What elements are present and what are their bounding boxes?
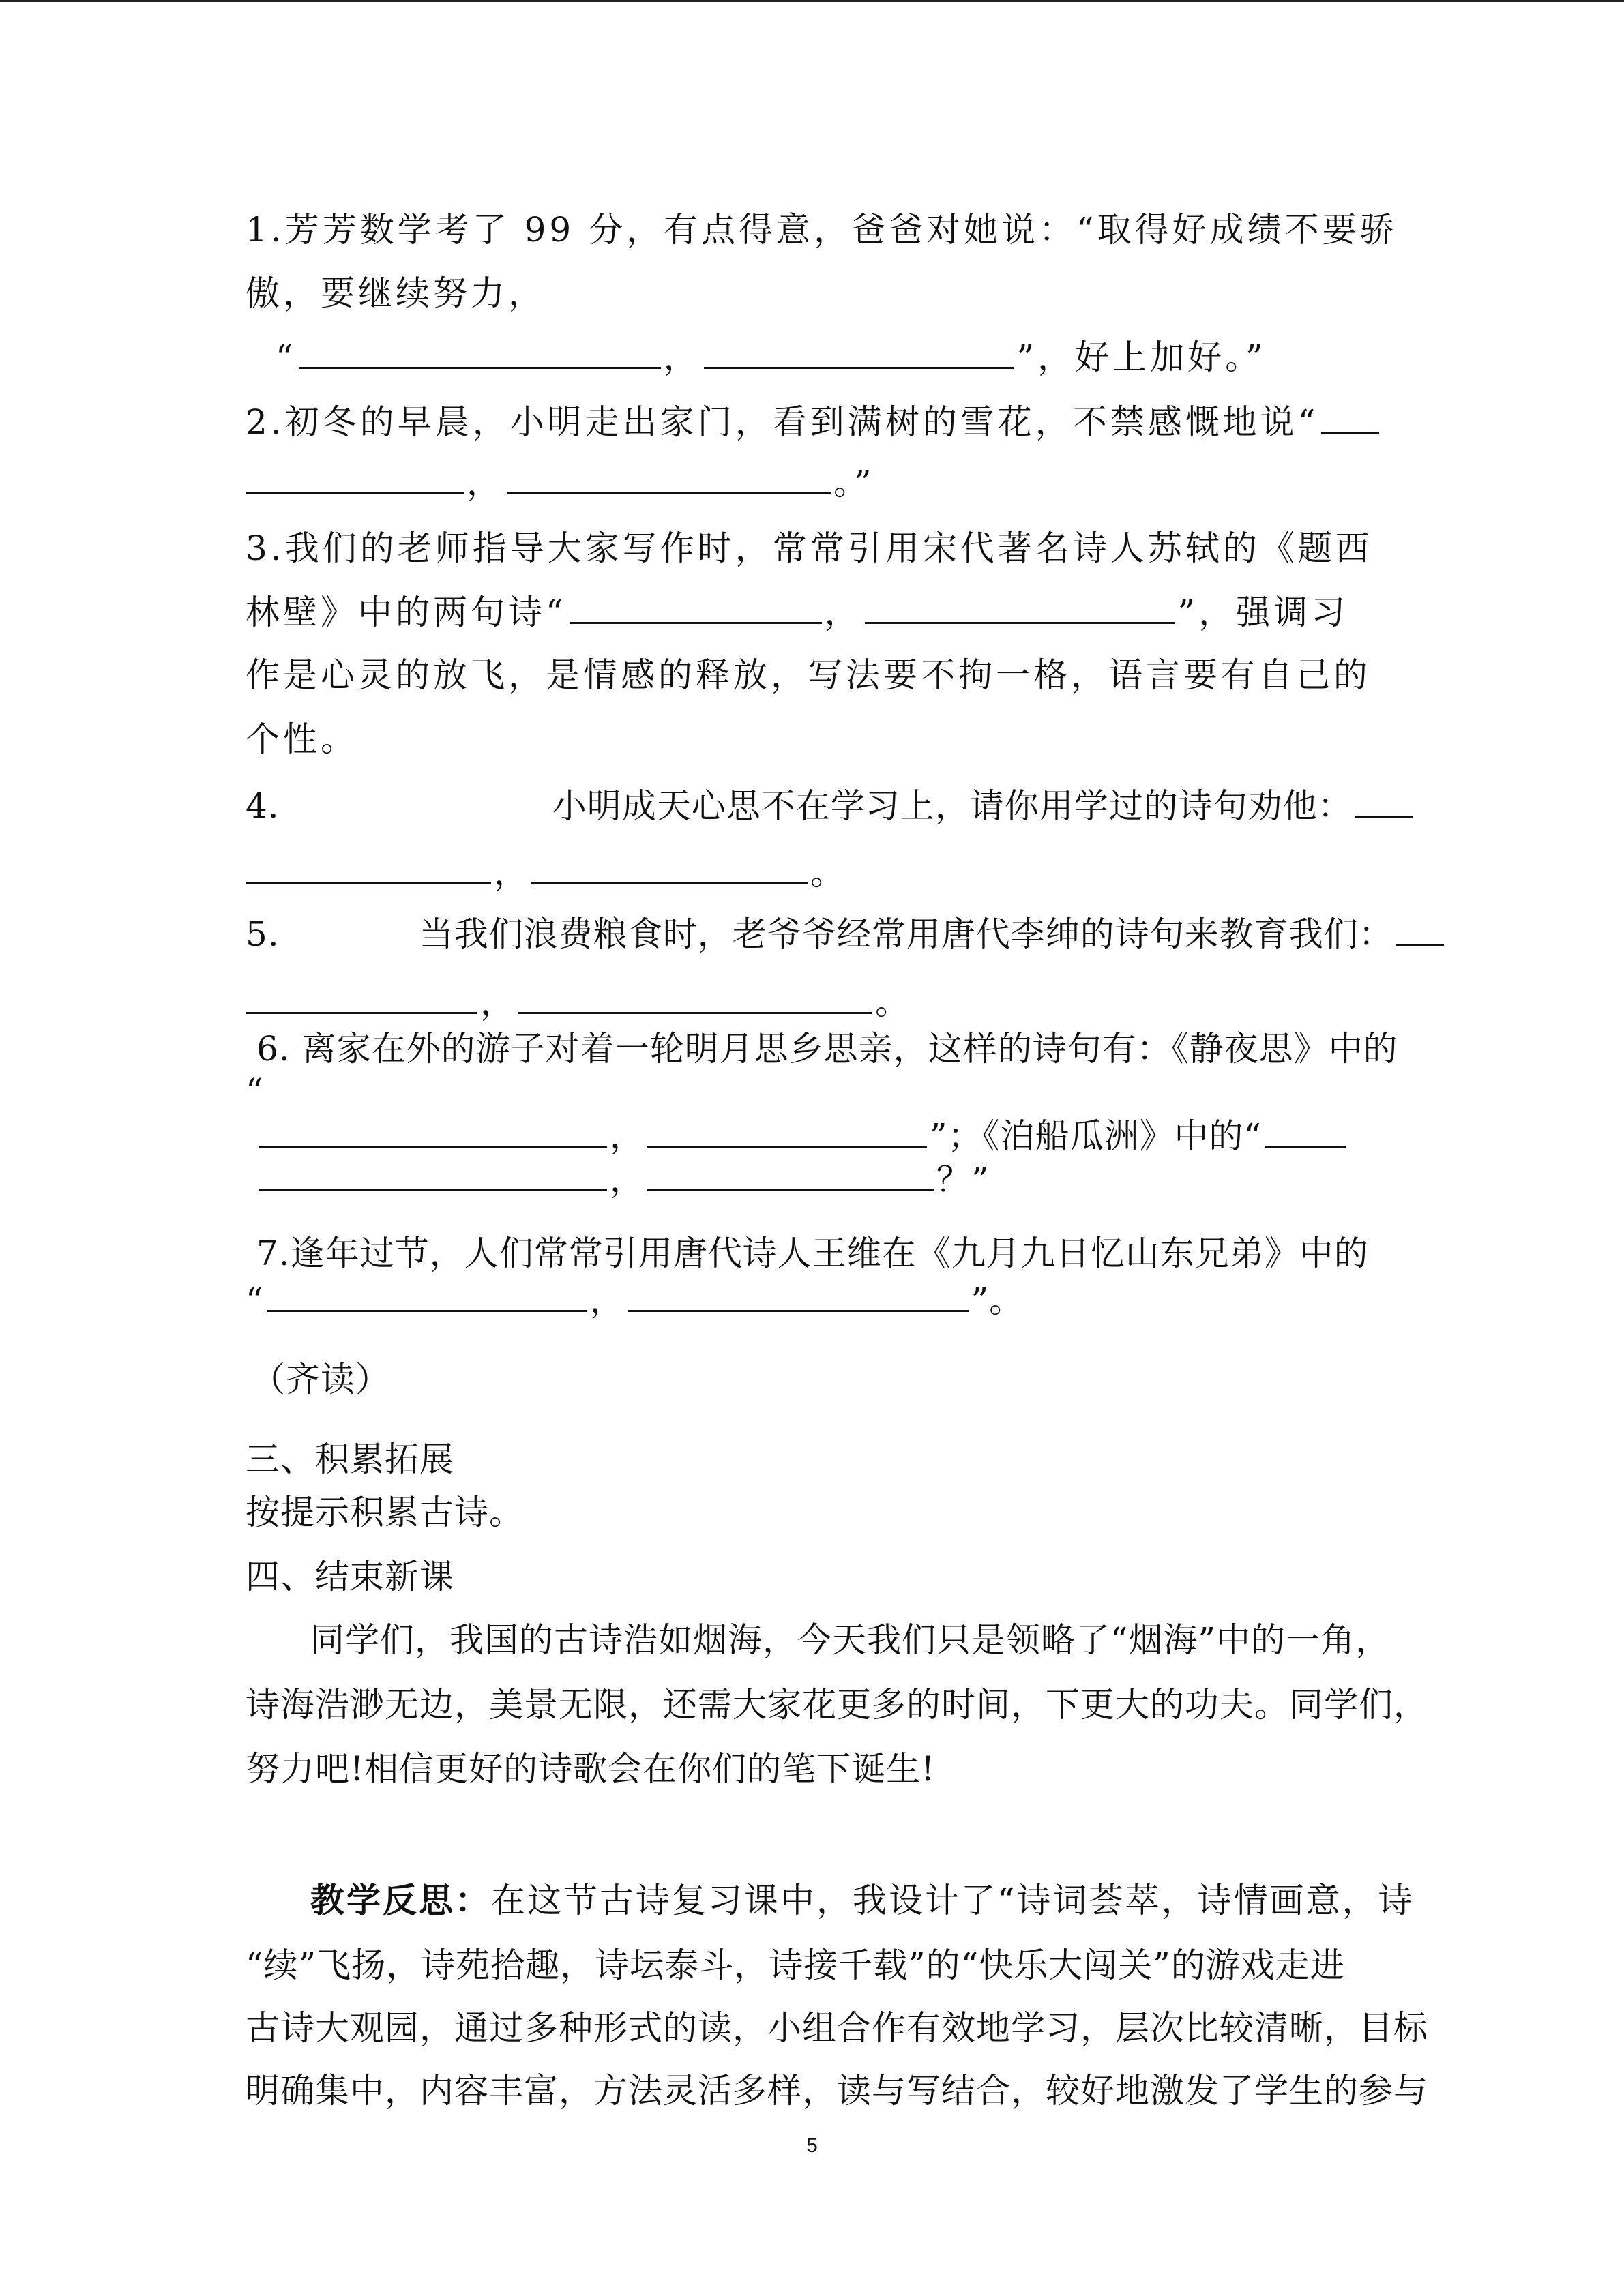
- q7-end: ”。: [971, 1281, 1024, 1320]
- q7-blank-1[interactable]: [267, 1279, 587, 1312]
- q4-text: 小明成天心思不在学习上，请你用学过的诗句劝他：: [552, 786, 1353, 826]
- q4-blank-1[interactable]: [1355, 784, 1413, 818]
- q4-end: 。: [810, 853, 845, 893]
- q2-blank-1[interactable]: [1321, 400, 1379, 434]
- q3-line2: [246, 591, 1348, 633]
- q6-blank-4[interactable]: [259, 1158, 607, 1191]
- top-border: [0, 0, 1624, 2]
- q7-comma: ，: [589, 1281, 625, 1320]
- q5-num: 5.: [246, 914, 280, 954]
- reflection-line3: 古诗大观园，通过多种形式的读，小组合作有效地学习，层次比较清晰，目标: [246, 2008, 1428, 2048]
- q3-line3: 作是心灵的放飞，是情感的释放，写法要不拘一格，语言要有自己的: [246, 655, 1371, 695]
- reflection-label: 教学反思：: [310, 1880, 491, 1920]
- q5-line2: [246, 981, 910, 1023]
- section4-p3: 努力吧!相信更好的诗歌会在你们的笔下诞生!: [246, 1749, 936, 1789]
- q4-blank-2[interactable]: [246, 851, 491, 884]
- q3-line1: 3.我们的老师指导大家写作时，常常引用宋代著名诗人苏轼的《题西: [246, 528, 1373, 568]
- q1-comma: ，: [663, 338, 701, 377]
- q3-blank-2[interactable]: [865, 591, 1175, 624]
- q2-end: 。”: [833, 463, 875, 503]
- reflection-line4: 明确集中，内容丰富，方法灵活多样，读与写结合，较好地激发了学生的参与: [246, 2071, 1428, 2111]
- q6-comma-1: ，: [610, 1116, 645, 1156]
- q2-text: 2.初冬的早晨，小明走出家门，看到满树的雪花，不禁感慨地说“: [246, 402, 1319, 442]
- q4-comma: ，: [494, 853, 529, 893]
- q1-end: ”，好上加好。”: [1016, 338, 1267, 377]
- q4-num: 4.: [246, 786, 280, 826]
- section4-p1: 同学们，我国的古诗浩如烟海，今天我们只是领略了“烟海”中的一角，: [310, 1620, 1391, 1660]
- q2-comma: ，: [467, 463, 504, 503]
- q5-line1: [246, 912, 1447, 955]
- q1-blank-1[interactable]: [299, 336, 661, 369]
- q6-line1: 6. 离家在外的游子对着一轮明月思乡思亲，这样的诗句有：《静夜思》中的: [256, 1029, 1398, 1069]
- q3-comma: ，: [824, 593, 862, 632]
- section3-text: 按提示积累古诗。: [246, 1493, 524, 1532]
- q1-blank-2[interactable]: [704, 336, 1014, 369]
- q3-line2-end: ”，强调习: [1177, 593, 1349, 632]
- q5-end: 。: [875, 983, 910, 1022]
- q3-blank-1[interactable]: [570, 591, 822, 624]
- q1-open-quote: “: [276, 338, 297, 377]
- q6-blank-1[interactable]: [259, 1114, 607, 1148]
- reflection-text-1: 在这节古诗复习课中，我设计了“诗词荟萃，诗情画意，诗: [491, 1881, 1415, 1920]
- reflection-line2: “续”飞扬，诗苑拾趣，诗坛泰斗，诗接千载”的“快乐大闯关”的游戏走进: [246, 1945, 1345, 1985]
- q1-line2: 傲，要继续努力，: [246, 273, 546, 313]
- q5-blank-2[interactable]: [246, 981, 477, 1014]
- q5-blank-1[interactable]: [1396, 912, 1444, 946]
- q5-text: 当我们浪费粮食时，老爷爷经常用唐代李绅的诗句来教育我们：: [419, 914, 1393, 954]
- q6-blank-3[interactable]: [1265, 1114, 1346, 1148]
- q6-blank-2[interactable]: [647, 1114, 927, 1148]
- q2-blank-3[interactable]: [507, 461, 831, 494]
- q6-blank-5[interactable]: [647, 1158, 934, 1191]
- q6-comma-2: ，: [610, 1160, 645, 1199]
- q6-end: ？”: [936, 1160, 990, 1199]
- q4-line2: [246, 851, 845, 893]
- section4-p2: 诗海浩渺无边，美景无限，还需大家花更多的时间，下更大的功夫。同学们，: [246, 1685, 1428, 1725]
- q5-blank-3[interactable]: [518, 981, 872, 1014]
- q4-line1: [246, 784, 1416, 826]
- q6-mid: ”；《泊船瓜洲》中的“: [930, 1116, 1263, 1156]
- q6-open-quote: “: [246, 1071, 264, 1111]
- q1-line3: [276, 336, 1267, 378]
- q6-line4: [259, 1158, 990, 1200]
- q7-line1: 7.逢年过节，人们常常引用唐代诗人王维在《九月九日忆山东兄弟》中的: [256, 1234, 1369, 1273]
- q3-line2-start: 林壁》中的两句诗“: [246, 593, 567, 632]
- q2-line1: [246, 400, 1382, 443]
- qidu-note: （齐读）: [251, 1360, 390, 1399]
- section3-title: 三、积累拓展: [246, 1440, 454, 1479]
- section4-title: 四、结束新课: [246, 1557, 454, 1596]
- page-number: 5: [806, 2134, 818, 2157]
- q6-line3: [259, 1114, 1349, 1157]
- q7-blank-2[interactable]: [628, 1279, 969, 1312]
- q3-line4: 个性。: [246, 719, 358, 759]
- q2-blank-2[interactable]: [246, 461, 464, 494]
- q1-line1: 1.芳芳数学考了 99 分，有点得意，爸爸对她说：“取得好成绩不要骄: [246, 210, 1398, 250]
- q7-line2: [246, 1279, 1024, 1321]
- reflection-line1: [310, 1880, 1415, 1921]
- q2-line2: [246, 461, 875, 503]
- q5-comma: ，: [480, 983, 515, 1022]
- q4-blank-3[interactable]: [531, 851, 808, 884]
- q7-open-quote: “: [246, 1281, 264, 1320]
